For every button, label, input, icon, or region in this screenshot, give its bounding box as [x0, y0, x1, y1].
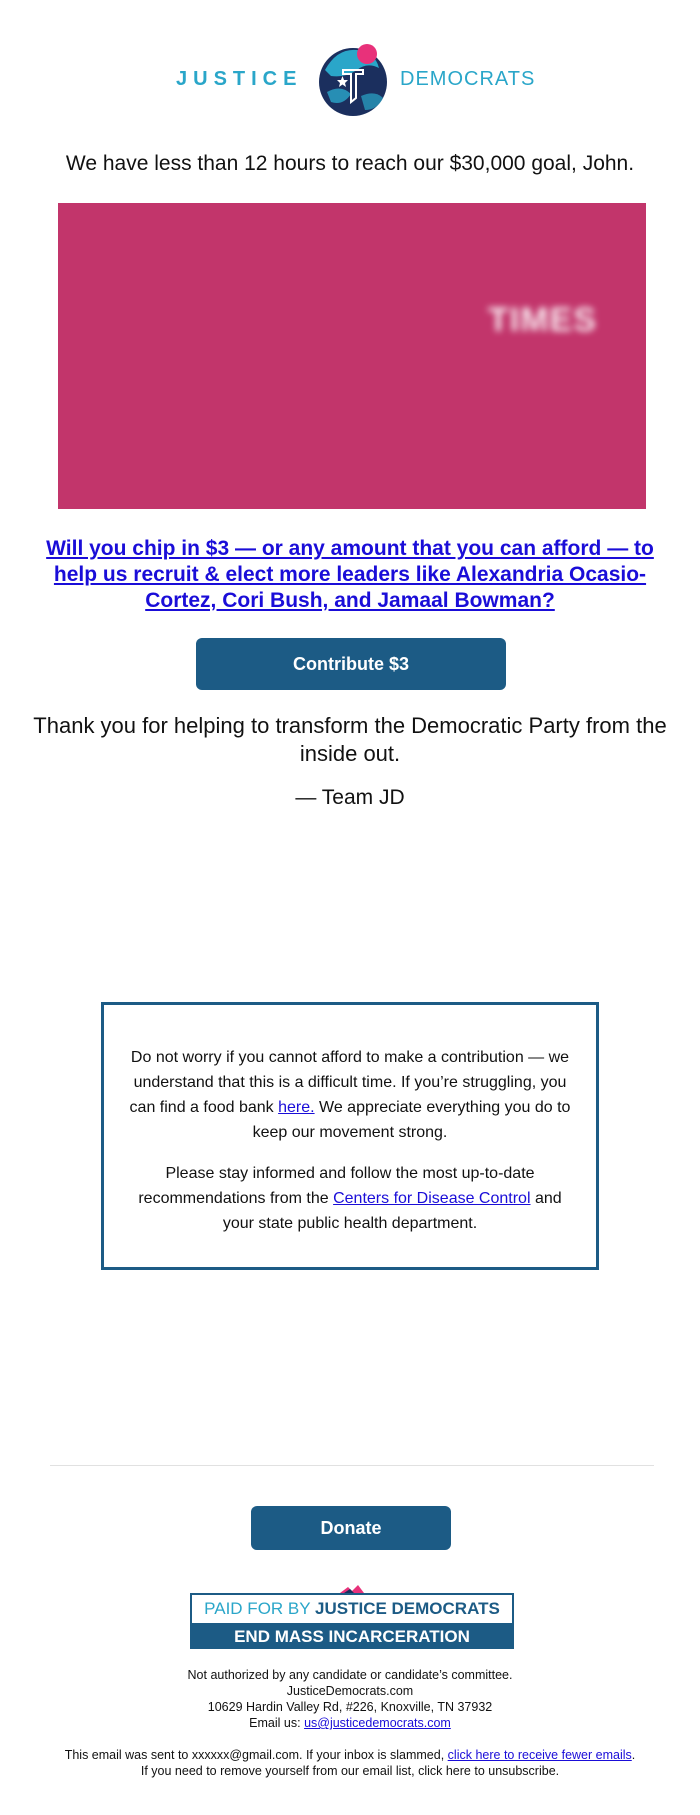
divider [50, 1465, 654, 1466]
notice-text: and your state public health department. [222, 1190, 562, 1232]
footer-sent-text: This email was sent to xxxxxx@gmail.com. If your inbox is slammed, [64, 1748, 448, 1762]
logo-text-democrats: DEMOCRATS [400, 68, 536, 90]
hero-blurred-text: TIMES [488, 301, 597, 339]
footer-address [0, 1667, 700, 1731]
footer-website: JusticeDemocrats.com [286, 1684, 414, 1698]
fewer-emails-link[interactable]: click here to receive fewer emails [447, 1748, 632, 1762]
footer-email [0, 1715, 700, 1731]
donate-button[interactable]: Donate [251, 1506, 451, 1550]
notice-text: Do not worry if you cannot afford to make a contribution — we understand that this is a difficult time. If you’re struggling, you can find a food bank [129, 1049, 570, 1116]
footer-email-label: Email us: [249, 1716, 305, 1730]
headline: We have less than 12 hours to reach our $30,000 goal, John. [65, 152, 635, 175]
footer-sent-to [0, 1747, 700, 1763]
unsubscribe-text[interactable]: If you need to remove yourself from our email list, click here to unsubscribe. [140, 1764, 560, 1778]
notice-text: Please stay informed and follow the most up-to-date recommendations from the [138, 1165, 535, 1207]
thank-you-text: Thank you for helping to transform the Democratic Party from the inside out. [33, 713, 667, 766]
end-mass-incarceration-banner: END MASS INCARCERATION [190, 1625, 514, 1649]
notice-paragraph-cdc [124, 1161, 576, 1236]
footer-period: . [631, 1748, 636, 1762]
notice-text: We appreciate everything you do to keep our movement strong. [252, 1099, 571, 1141]
chip-in-link[interactable]: Will you chip in $3 — or any amount that you can afford — to help us recruit & elect more leaders like Alexandria Ocasio-Cortez, Cori Bush, and Jamaal Bowman? [46, 537, 654, 612]
paid-for-banner [190, 1593, 514, 1649]
hero-image [58, 203, 646, 509]
footer-subscription [0, 1747, 700, 1779]
signature: — Team JD [295, 786, 405, 809]
justice-democrats-logo [0, 40, 700, 120]
footer-address-line: 10629 Hardin Valley Rd, #226, Knoxville, TN 37932 [207, 1700, 493, 1714]
notice-paragraph-food-bank [124, 1045, 576, 1145]
food-bank-link[interactable]: here. [278, 1099, 315, 1116]
email-link[interactable]: us@justicedemocrats.com [304, 1716, 451, 1730]
paid-for-disclaimer [190, 1593, 514, 1625]
footer-not-authorized: Not authorized by any candidate or candidate’s committee. [187, 1668, 513, 1682]
paid-for-org: JUSTICE DEMOCRATS [315, 1599, 500, 1618]
paid-for-prefix: PAID FOR BY [204, 1599, 316, 1618]
logo-text-justice: JUSTICE [176, 68, 303, 90]
notice-box [101, 1002, 599, 1270]
cdc-link[interactable]: Centers for Disease Control [333, 1190, 531, 1207]
contribute-button[interactable]: Contribute $3 [196, 638, 506, 690]
logo-mark-icon [317, 40, 389, 120]
